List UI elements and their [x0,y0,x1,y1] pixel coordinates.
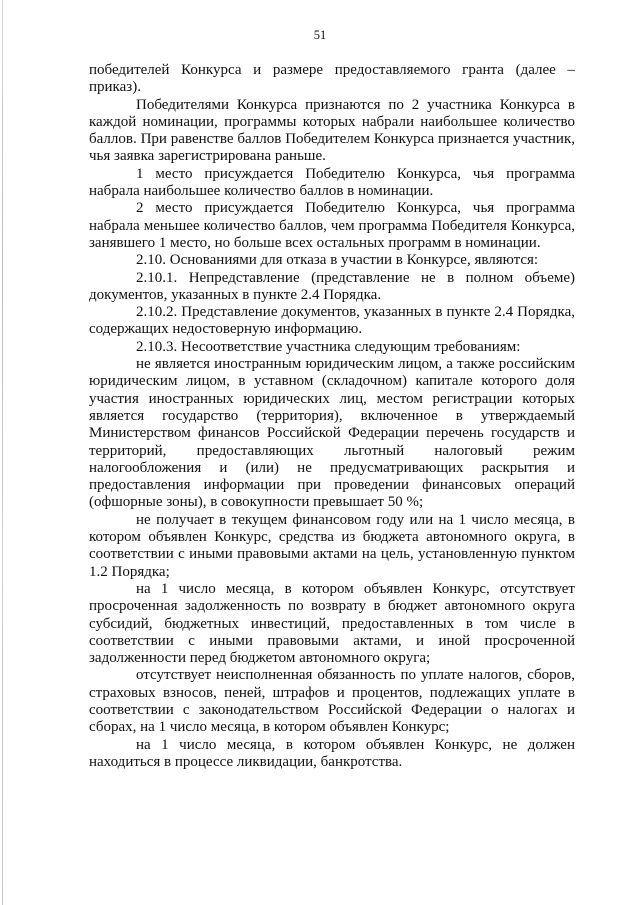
paragraph-2-10-3: 2.10.3. Несоответствие участника следующим требованиям: [136,338,521,355]
page-number: 51 [313,28,327,42]
paragraph-requirement-no-tax-arrears: отсутствует неисполненная обязанность по уплате налогов, сборов, страховых взносов, пеней, штрафов и процентов, подлежащих уплате в соответствии с законодательством Российской Федерации о налогах и сборах, на 1 число месяца, в котором объявлен Конкурс; [89,667,575,736]
paragraph-2-10-2: 2.10.2. Представление документов, указанных в пункте 2.4 Порядка, содержащих недостоверную информацию. [89,304,575,338]
paragraph-requirement-no-budget-funds: не получает в текущем финансовом году или на 1 число месяца, в котором объявлен Конкурс, средства из бюджета автономного округа, в соответствии с иными правовыми актами на цель, установленную пунктом 1.2 Порядка; [89,511,575,580]
paragraph-second-place: 2 место присуждается Победителю Конкурса, чья программа набрала меньшее количество баллов, чем программа Победителя Конкурса, занявшего 1 место, но больше всех остальных программ в номинации. [89,200,575,251]
paragraph-requirement-no-overdue-debt: на 1 число месяца, в котором объявлен Конкурс, отсутствует просроченная задолженность по возврату в бюджет автономного округа субсидий, бюджетных инвестиций, предоставленных в том числе в соответствии с иными правовыми актами, и иной просроченной задолженности перед бюджетом автономного округа; [89,580,575,667]
paragraph-first-place: 1 место присуждается Победителю Конкурса, чья программа набрала наибольшее количество баллов в номинации. [89,165,575,200]
document-body [89,62,575,771]
paragraph-winners: Победителями Конкурса признаются по 2 участника Конкурса в каждой номинации, программы которых набрали наибольшее количество баллов. При равенстве баллов Победителем Конкурса признается участник, чья заявка зарегистрирована раньше. [89,96,575,165]
paragraph-requirement-no-liquidation: на 1 число месяца, в котором объявлен Конкурс, не должен находиться в процессе ликвидации, банкротства. [89,736,575,770]
scan-edge-line [2,0,3,905]
paragraph-requirement-foreign-entity: не является иностранным юридическим лицом, а также российским юридическим лицом, в уставном (складочном) капитале которого доля участия иностранных юридических лиц, местом регистрации которых является государство (территория), включенное в утверждаемый Министерством финансов Российской Федерации перечень государств и территорий, предоставляющих льготный налоговый режим налогообложения и (или) не предусматривающих раскрытия и предоставления информации при проведении финансовых операций (офшорные зоны), в совокупности превышает 50 %; [89,356,575,511]
paragraph-2-10: 2.10. Основаниями для отказа в участии в Конкурсе, являются: [136,252,539,269]
paragraph-2-10-1: 2.10.1. Непредставление (представление не в полном объеме) документов, указанных в пункте 2.4 Порядка. [89,269,575,303]
paragraph-continuation: победителей Конкурса и размере предоставляемого гранта (далее – приказ). [89,62,575,96]
